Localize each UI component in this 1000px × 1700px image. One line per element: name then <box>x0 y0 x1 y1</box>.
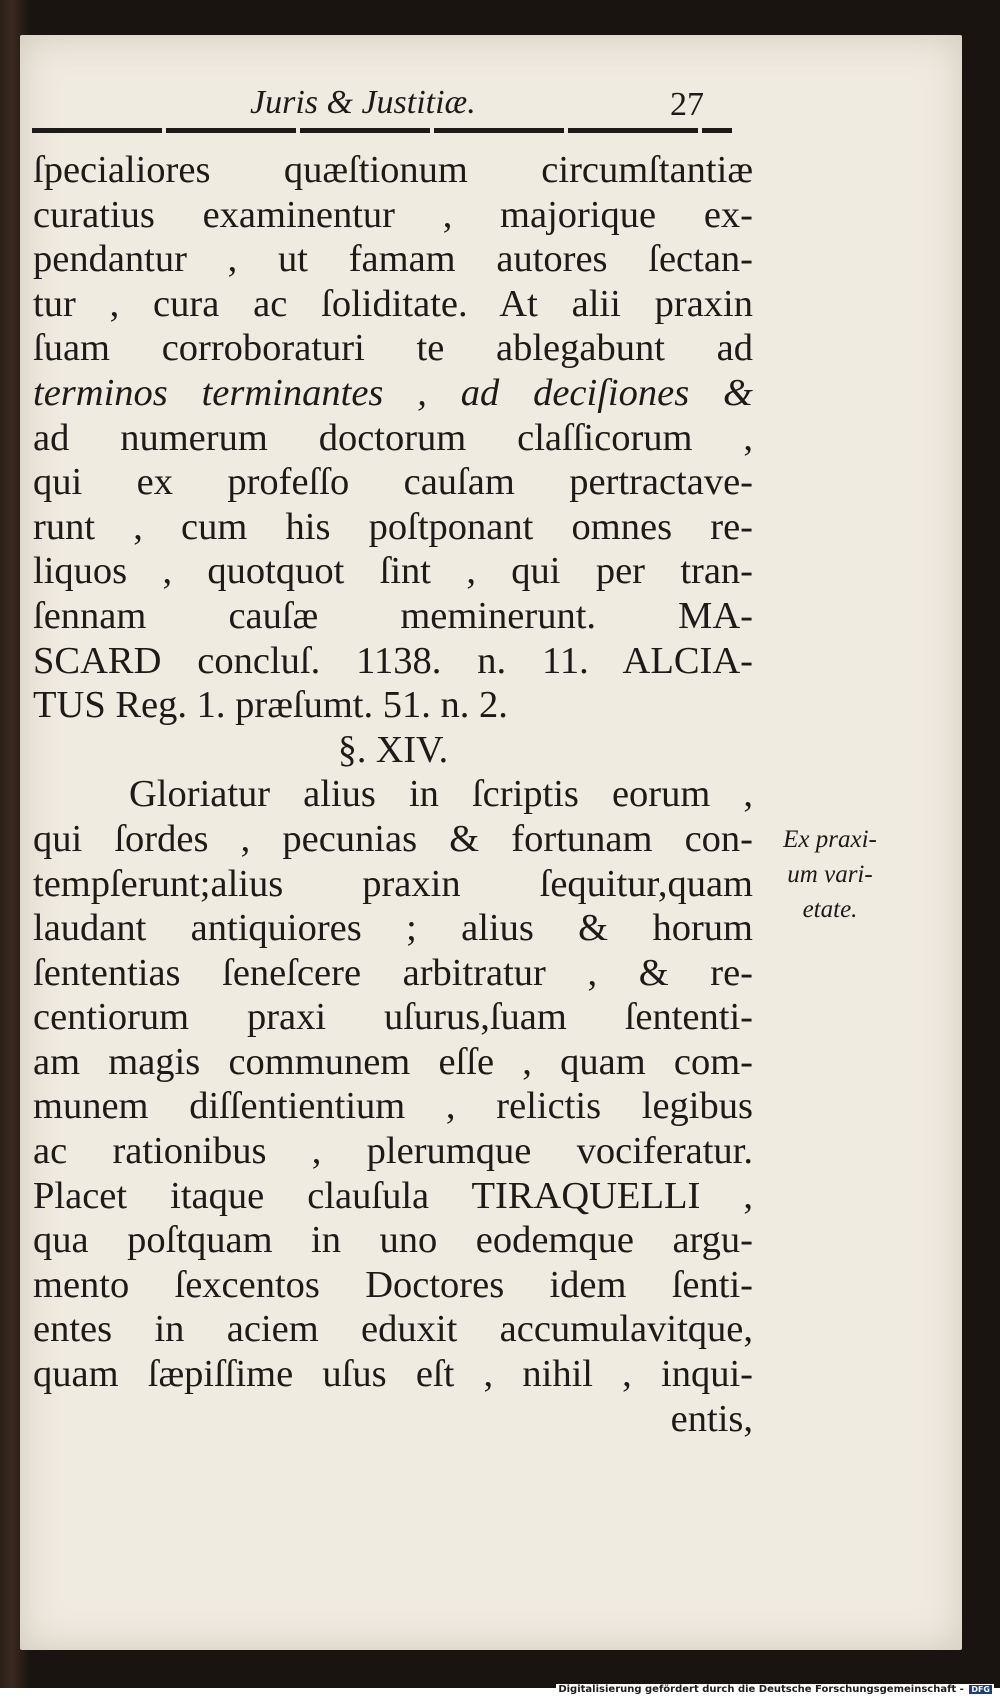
text-line: qui ex profeſſo cauſam pertractave- <box>33 461 753 504</box>
text-line: curatius examinentur , majorique ex- <box>33 193 753 236</box>
text-line: pendantur , ut famam autores ſectan- <box>33 238 753 281</box>
text-line: SCARD concluſ. 1138. n. 11. ALCIA- <box>33 639 753 682</box>
marginal-note-line: Ex praxi- <box>783 826 877 853</box>
section-heading: §. XIV. <box>337 728 449 771</box>
text-line: tur , cura ac ſoliditate. At alii praxin <box>33 282 753 325</box>
text-line: centiorum praxi uſurus,ſuam ſententi- <box>33 996 753 1039</box>
text-line: am magis communem eſſe , quam com- <box>33 1040 753 1083</box>
text-line: ſententias ſeneſcere arbitratur , & re- <box>33 951 753 994</box>
text-line: terminos terminantes , ad deciſiones & <box>33 371 753 414</box>
text-line: mento ſexcentos Doctores idem ſenti- <box>33 1263 753 1306</box>
text-line: Gloriatur alius in ſcriptis eorum , <box>129 773 753 816</box>
marginal-note <box>755 822 905 927</box>
text-line: ſennam cauſæ meminerunt. MA- <box>33 594 753 637</box>
text-line: qui ſordes , pecunias & fortunam con- <box>33 817 753 860</box>
text-line: quam ſæpiſſime uſus eſt , nihil , inqui- <box>33 1353 753 1396</box>
text-line: liquos , quotquot ſint , qui per tran- <box>33 550 753 593</box>
text-line: ſpecialiores quæſtionum circumſtantiæ <box>33 149 753 191</box>
page-header <box>22 78 732 138</box>
footer-credit-text: Digitalisierung gefördert durch die Deutsche Forschungsgemeinschaft - <box>558 1684 964 1695</box>
text-line: munem diſſentientium , relictis legibus <box>33 1085 753 1128</box>
text-line: qua poſtquam in uno eodemque argu- <box>33 1219 753 1262</box>
text-line: laudant antiquiores ; alius & horum <box>33 907 753 950</box>
text-line: ad numerum doctorum claſſicorum , <box>33 416 753 459</box>
text-line: TUS Reg. 1. præſumt. 51. n. 2. <box>33 684 508 727</box>
header-rule <box>32 128 732 133</box>
footer-credit <box>556 1684 994 1695</box>
text-line: tempſerunt;alius praxin ſequitur,quam <box>33 862 753 905</box>
page-number: 27 <box>670 86 704 123</box>
text-line: entes in aciem eduxit accumulavitque, <box>33 1308 753 1351</box>
marginal-note-line: etate. <box>802 896 858 923</box>
text-line: ſuam corroboraturi te ablegabunt ad <box>33 327 753 370</box>
text-line: runt , cum his poſtponant omnes re- <box>33 505 753 548</box>
body-text <box>33 148 753 1441</box>
marginal-note-line: um vari- <box>787 861 873 888</box>
text-line: ac rationibus , plerumque vociferatur. <box>33 1130 753 1173</box>
catchword: entis, <box>670 1397 753 1440</box>
text-line: Placet itaque clauſula TIRAQUELLI , <box>33 1174 753 1217</box>
running-title: Juris & Justitiæ. <box>250 84 476 121</box>
dfg-logo: DFG <box>971 1685 990 1694</box>
